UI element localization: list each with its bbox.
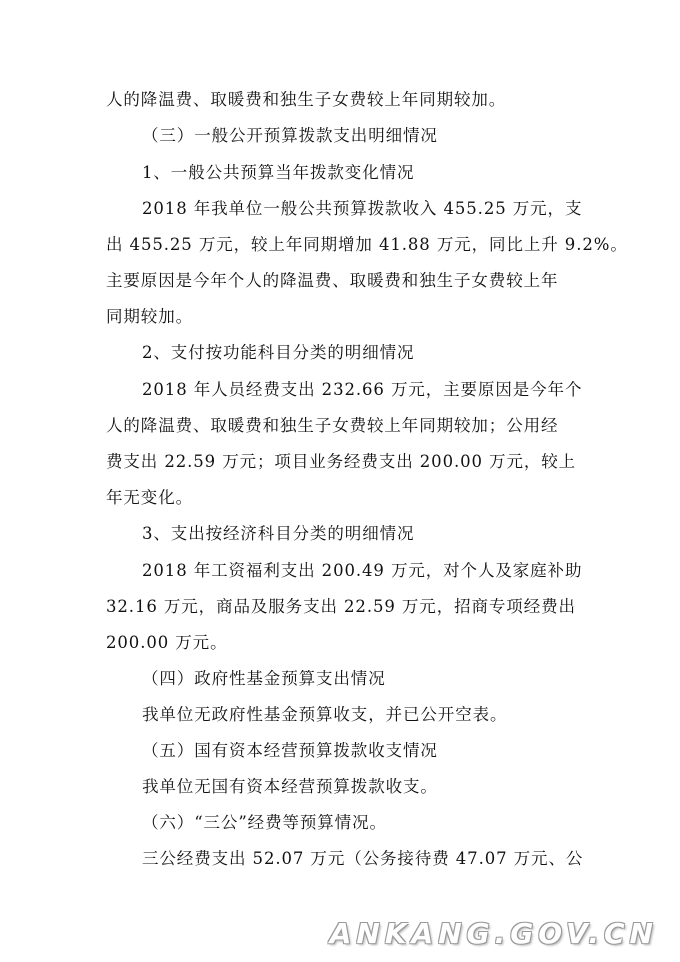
section-heading-3: （三）一般公开预算拨款支出明细情况 xyxy=(142,126,438,145)
section-heading-5: （五）国有资本经营预算拨款收支情况 xyxy=(142,741,438,760)
text-line-12: 年无变化。 xyxy=(106,488,193,507)
text-line-15: 32.16 万元，商品及服务支出 22.59 万元，招商专项经费出 xyxy=(106,597,576,616)
text-line-20: 我单位无国有资本经营预算拨款收支。 xyxy=(142,777,438,796)
subheading-1: 1、一般公共预算当年拨款变化情况 xyxy=(142,163,415,182)
text-line-7: 同期较加。 xyxy=(106,307,193,326)
text-line-5: 出 455.25 万元，较上年同期增加 41.88 万元，同比上升 9.2%。 xyxy=(106,235,628,254)
section-heading-6: （六）“三公”经费等预算情况。 xyxy=(142,813,387,832)
subheading-2: 2、支付按功能科目分类的明细情况 xyxy=(142,343,415,362)
text-line-16: 200.00 万元。 xyxy=(106,633,228,652)
text-line-18: 我单位无政府性基金预算收支，并已公开空表。 xyxy=(142,705,508,724)
text-line-11: 费支出 22.59 万元；项目业务经费支出 200.00 万元，较上 xyxy=(106,452,577,471)
text-line-22: 三公经费支出 52.07 万元（公务接待费 47.07 万元、公 xyxy=(142,849,584,868)
text-line-9: 2018 年人员经费支出 232.66 万元，主要原因是今年个 xyxy=(142,380,583,399)
text-line-1: 人的降温费、取暖费和独生子女费较上年同期较加。 xyxy=(106,90,507,109)
text-line-14: 2018 年工资福利支出 200.49 万元，对个人及家庭补助 xyxy=(142,561,583,580)
text-line-10: 人的降温费、取暖费和独生子女费较上年同期较加；公用经 xyxy=(106,416,559,435)
section-heading-4: （四）政府性基金预算支出情况 xyxy=(142,669,386,688)
subheading-3: 3、支出按经济科目分类的明细情况 xyxy=(142,524,415,543)
text-line-4: 2018 年我单位一般公共预算拨款收入 455.25 万元，支 xyxy=(142,199,583,218)
watermark: ANKANG.GOV.CN xyxy=(329,917,658,950)
text-line-6: 主要原因是今年个人的降温费、取暖费和独生子女费较上年 xyxy=(106,271,559,290)
